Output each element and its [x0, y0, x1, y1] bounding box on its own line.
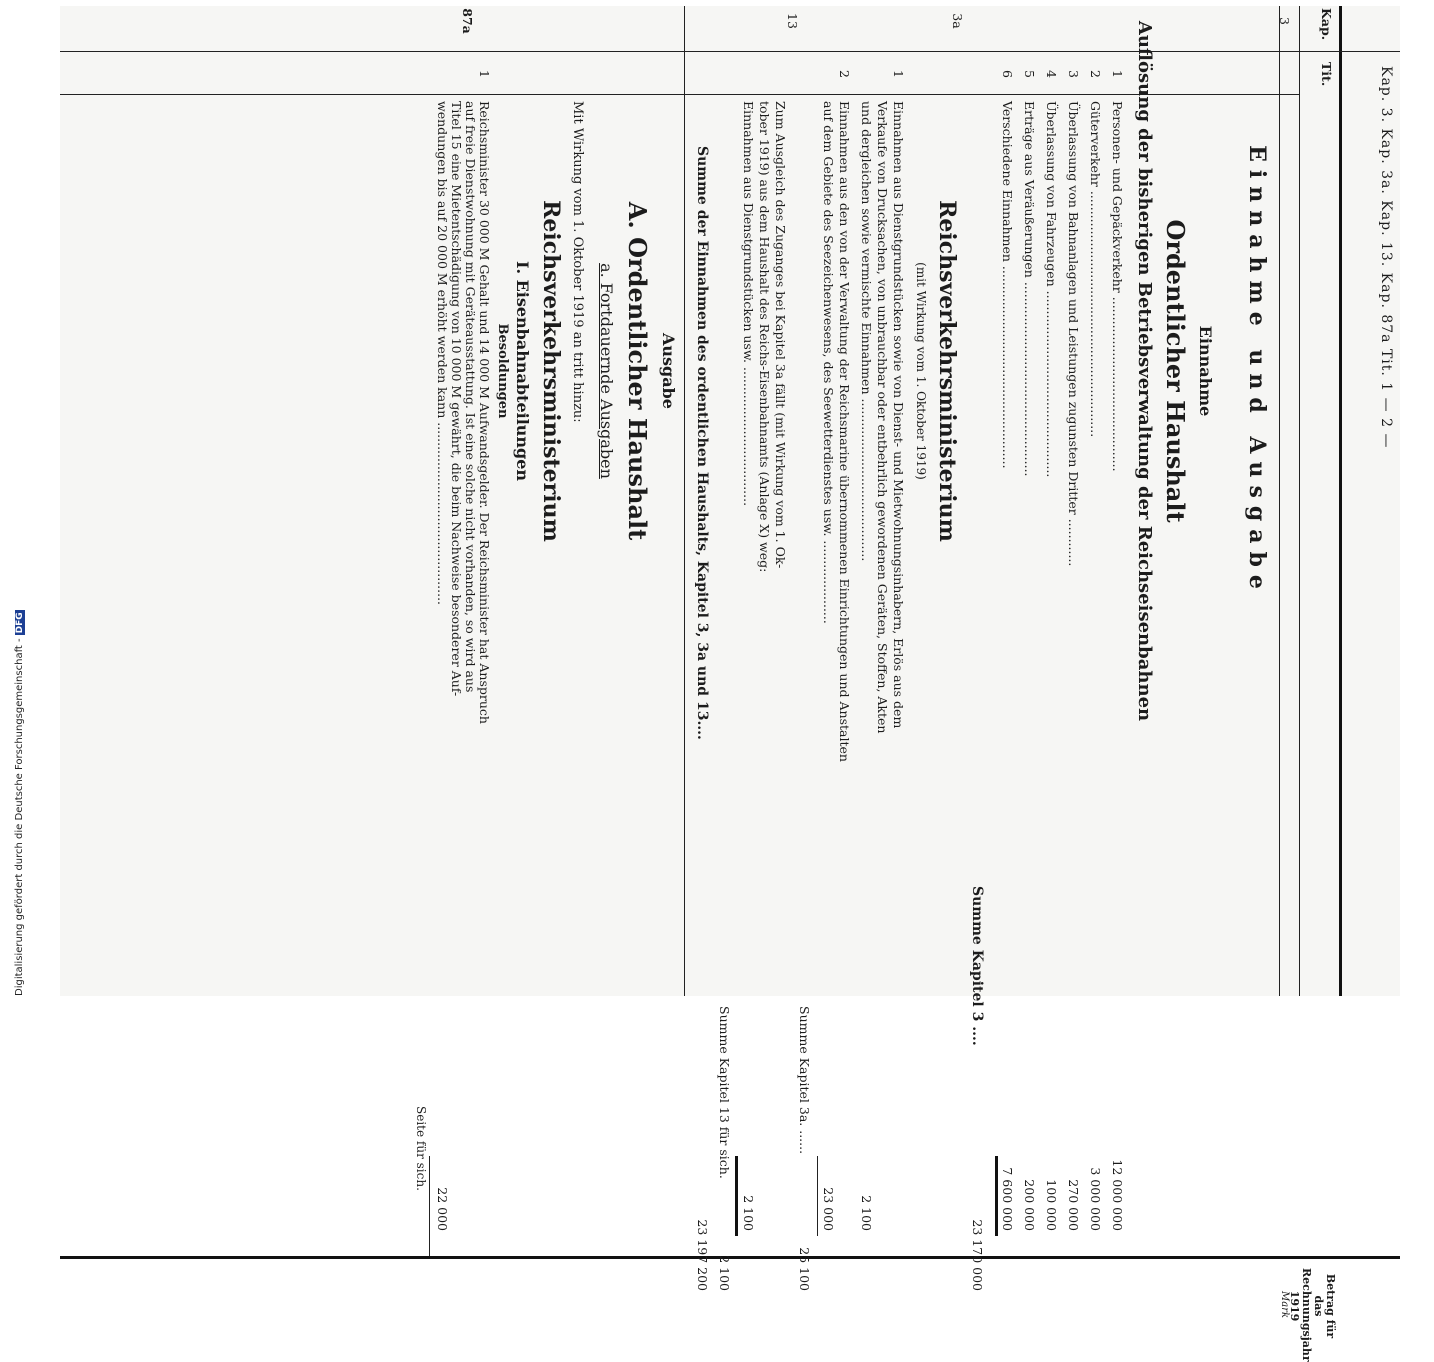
footer-note: Seite für sich.	[414, 1106, 428, 1191]
einnahme-end-rule	[684, 6, 685, 996]
kap-3-number: 3	[1277, 17, 1292, 25]
kap3-row-5-text: Erträge aus Veräußerungen .................................................	[1022, 101, 1037, 477]
kap3-row-1-text: Personen- und Gepäckverkehr ............................................	[1110, 101, 1125, 472]
header-rule-bottom	[1299, 6, 1300, 996]
kap3-row-6-text: Verschiedene Einnahmen ...................................................	[1000, 101, 1015, 469]
kap3a-row1-line2: Verkaufe von Drucksachen, von unbrauchbar oder entbehrlich gewordenen Geräten, Stoffen, Akten	[875, 101, 890, 734]
kap87a-line4: wendungen bis auf 20 000 M erhöht werden kann ..............................................	[435, 101, 450, 606]
kap3a-subtotal-rule	[817, 1156, 818, 1236]
budget-page	[60, 6, 1400, 1362]
tit-text-divider	[60, 94, 1300, 95]
kap13-line2: tober 1919) aus dem Haushalt des Reichs-Eisenbahnamts (Anlage X) weg:	[757, 101, 772, 573]
ordentlich-heading: Ordentlicher Haushalt	[1161, 219, 1190, 523]
col-betrag-header: Betrag für das Rechnungsjahr 1919	[1288, 1268, 1337, 1362]
kap87a-amount: 22 000	[435, 1187, 450, 1231]
kap3-row-2-text: Güterverkehr ..............................................................	[1088, 101, 1103, 438]
page-header: Kap. 3. Kap. 3a. Kap. 13. Kap. 87a Tit. 1 — 2 —	[1378, 66, 1394, 449]
ausgabe-effective-date: Mit Wirkung vom 1. Oktober 1919 an tritt hinzu:	[570, 101, 585, 423]
kap3-row-2-amount: 3 000 000	[1088, 1167, 1103, 1231]
kap3a-sum-amount: 25 100	[797, 1247, 812, 1291]
col-unit-header: Mark	[1279, 1291, 1290, 1319]
kap3-row-4-amount: 100 000	[1044, 1179, 1059, 1231]
kap87a-line1: Reichsminister 30 000 M Gehalt und 14 000 M Aufwandsgelder. Der Reichsminister hat Anspruch	[477, 101, 492, 724]
kap87a-tit-1: 1	[477, 70, 492, 78]
ausgabe-section-a-sub: a. Fortdauernde Ausgaben	[597, 263, 616, 479]
kap3-row-6-amount: 7 600 000	[1000, 1167, 1015, 1231]
kap3-row-3-amount: 270 000	[1066, 1179, 1081, 1231]
kap3a-ministry: Reichsverkehrsministerium	[934, 200, 960, 542]
ausgabe-ministry: Reichsverkehrsministerium	[538, 200, 564, 542]
kap3-row-1-amount: 12 000 000	[1110, 1159, 1125, 1231]
kap13-sum-amount: 2 100	[717, 1255, 732, 1291]
ausgabe-division: I. Eisenbahnabteilungen	[513, 260, 532, 482]
kap13-line1: Zum Ausgleich des Zuganges bei Kapitel 3a fällt (mit Wirkung vom 1. Ok-	[773, 101, 788, 569]
col-kap-header: Kap.	[1319, 8, 1334, 41]
kap3-tit-2: 2	[1088, 70, 1103, 78]
ausgabe-salaries-heading: Besoldungen	[495, 323, 510, 419]
kap-3a-number: 3a	[950, 13, 965, 29]
kap3a-row2-line2: auf dem Gebiete des Seezeichenwesens, des Seewetterdienstes usw. .....................	[821, 101, 836, 624]
einnahmen-total-label: Summe der Einnahmen des ordentlichen Haushalts, Kapitel 3, 3a und 13....	[694, 146, 710, 740]
kap-87a-number: 87a	[460, 8, 475, 34]
kap3-tit-5: 5	[1022, 70, 1037, 78]
kap3a-row1-line1: Einnahmen aus Dienstgrundstücken sowie von Dienst- und Mietwohnungsinhabern, Erlös aus dem	[891, 101, 906, 729]
kap3-sum-amount: 23 170 000	[970, 1219, 985, 1291]
kap87a-line2: auf freie Dienstwohnung mit Geräteausstattung. Ist eine solche nicht vorhanden, so wird aus	[463, 101, 478, 693]
ausgabe-heading: Ausgabe	[659, 333, 678, 409]
kap3a-row2-line1: Einnahmen aus den von der Verwaltung der Reichsmarine übernommenen Einrichtungen und Anstalten	[837, 101, 852, 762]
col-tit-header: Tit.	[1319, 62, 1334, 87]
kap3-sum-label: Summe Kapitel 3 ....	[969, 886, 985, 1046]
kap3-tit-1: 1	[1110, 70, 1125, 78]
kap3-tit-4: 4	[1044, 70, 1059, 78]
einnahme-heading: Einnahme	[1196, 325, 1215, 417]
digitization-text: Digitalisierung gefördert durch die Deutsche Forschungsgemeinschaft -	[14, 638, 25, 996]
kap-13-number: 13	[785, 13, 800, 29]
kap3a-tit-2: 2	[837, 70, 852, 78]
kap3a-row1-amount: 2 100	[859, 1195, 874, 1231]
kap13-sum-label: Summe Kapitel 13 für sich.	[717, 1006, 732, 1179]
main-title: Einnahme und Ausgabe	[1244, 145, 1270, 597]
ausgabe-section-a: A. Ordentlicher Haushalt	[623, 201, 652, 541]
kap3a-tit-1: 1	[891, 70, 906, 78]
kap87a-amount-rule	[429, 1156, 430, 1256]
kap3-tit-3: 3	[1066, 70, 1081, 78]
dfg-logo: DFG	[15, 612, 25, 634]
aufloesung-heading: Auflösung der bisherigen Betriebsverwaltung der Reichseisenbahnen	[1134, 20, 1155, 722]
kap13-subtotal-rule	[735, 1156, 738, 1236]
kap3-row-5-amount: 200 000	[1022, 1179, 1037, 1231]
kap3-tit-6: 6	[1000, 70, 1015, 78]
kap3a-row1-line3: und dergleichen sowie vermischte Einnahmen .........................................	[859, 101, 874, 562]
kap3-row-4-text: Überlassung von Fahrzeugen ...............................................	[1044, 101, 1059, 478]
header-rule-top	[1339, 6, 1342, 996]
einnahmen-total-amount: 23 197 200	[695, 1219, 710, 1291]
kap3a-note: (mit Wirkung vom 1. Oktober 1919)	[914, 262, 928, 480]
kap87a-line3: Titel 15 eine Mietentschädigung von 10 000 M gewährt, die beim Nachweise besonderer Auf-	[449, 101, 464, 697]
kap13-amount: 2 100	[741, 1195, 756, 1231]
kap13-line3: Einnahmen aus Dienstgrundstücken usw. ...................................	[741, 101, 756, 507]
kap3-row-3-text: Überlassung von Bahnanlagen und Leistungen zugunsten Dritter ............	[1066, 101, 1081, 567]
kap3-subtotal-rule	[995, 1156, 998, 1236]
kap3a-row2-amount: 23 000	[821, 1187, 836, 1231]
digitization-note	[14, 610, 25, 996]
header-rule-unit	[1279, 6, 1280, 996]
kap3a-sum-label: Summe Kapitel 3a. ......	[797, 1006, 812, 1155]
